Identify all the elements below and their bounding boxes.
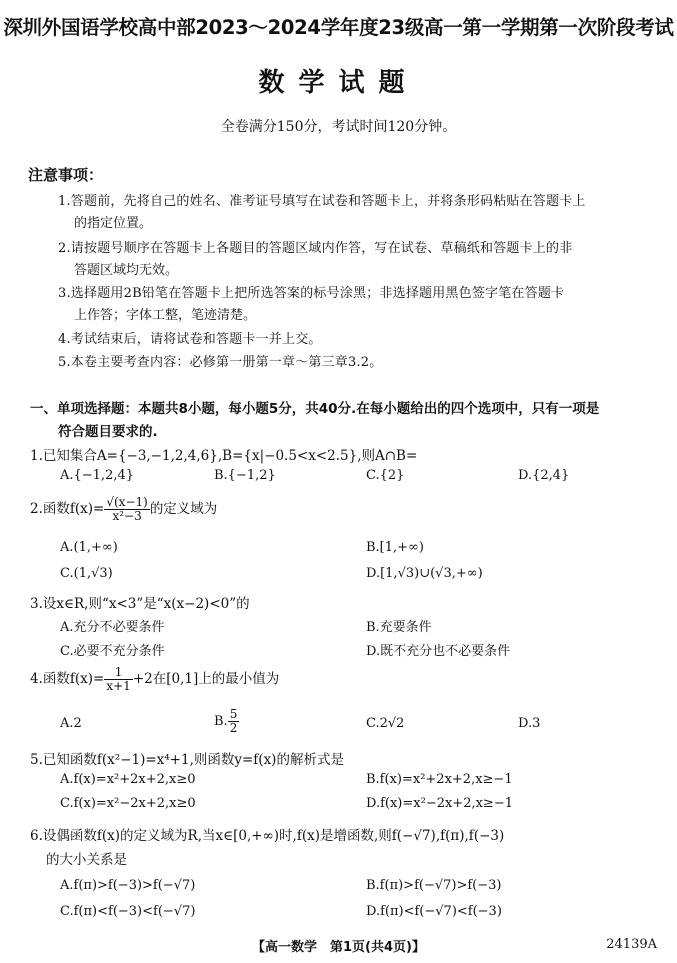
q2-numerator: √(x−1) <box>106 495 148 509</box>
question-1-stem: 1.已知集合A={−3,−1,2,4,6},B={x|−0.5<x<2.5},则A∩B= <box>30 448 418 464</box>
q1-option-c: C.{2} <box>366 468 405 483</box>
note-line: 1.答题前，先将自己的姓名、准考证号填写在试卷和答题卡上，并将条形码粘贴在答题卡上 <box>58 194 586 209</box>
q4-fraction <box>104 666 132 693</box>
q4-stem-pre: 4.函数f(x)= <box>30 671 105 688</box>
q6-option-b: B.f(π)>f(−√7)>f(−3) <box>366 878 502 893</box>
q3-option-b: B.充要条件 <box>366 620 432 635</box>
q4-optb-numerator: 5 <box>229 707 238 721</box>
q4-option-a: A.2 <box>60 716 82 731</box>
q1-option-b: B.{−1,2} <box>214 468 276 483</box>
q4-option-b-fraction <box>228 708 240 735</box>
exam-code: 24139A <box>606 937 657 952</box>
section-heading: 一、单项选择题：本题共8小题，每小题5分，共40分.在每小题给出的四个选项中，只有一项是 <box>30 401 600 417</box>
exam-subtitle: 全卷满分150分，考试时间120分钟。 <box>220 119 457 135</box>
q2-option-b: B.[1,+∞) <box>366 540 424 555</box>
q5-option-d: D.f(x)=x²−2x+2,x≥−1 <box>366 796 513 811</box>
q3-option-a: A.充分不必要条件 <box>60 620 165 635</box>
question-2-stem <box>30 496 217 523</box>
notes-heading: 注意事项： <box>28 166 104 184</box>
q4-option-c: C.2√2 <box>366 716 405 731</box>
note-line: 2.请按题号顺序在答题卡上各题目的答题区域内作答，写在试卷、草稿纸和答题卡上的非 <box>58 241 573 256</box>
note-line: 3.选择题用2B铅笔在答题卡上把所选答案的标号涂黑；非选择题用黑色签字笔在答题卡 <box>58 286 565 301</box>
section-heading-cont: 符合题目要求的. <box>58 424 158 440</box>
note-line: 的指定位置。 <box>74 216 153 231</box>
q5-option-b: B.f(x)=x²+2x+2,x≥−1 <box>366 772 513 787</box>
note-line: 答题区域均无效。 <box>74 263 179 278</box>
q4-option-b-label: B. <box>214 714 228 730</box>
exam-header: 深圳外国语学校高中部2023～2024学年度23级高一第一学期第一次阶段考试 <box>3 16 674 39</box>
q4-stem-post: +2在[0,1]上的最小值为 <box>132 671 280 688</box>
q6-option-d: D.f(π)<f(−√7)<f(−3) <box>366 904 502 919</box>
page-footer: 【高一数学 第1页(共4页)】 <box>252 940 425 955</box>
q4-option-d: D.3 <box>518 716 541 731</box>
q2-option-a: A.(1,+∞) <box>60 540 118 555</box>
q6-option-c: C.f(π)<f(−3)<f(−√7) <box>60 904 196 919</box>
q4-optb-denominator: 2 <box>229 721 238 736</box>
q2-option-c: C.(1,√3) <box>60 566 113 581</box>
q2-fraction <box>104 496 149 523</box>
q2-stem-pre: 2.函数f(x)= <box>30 501 105 518</box>
q6-option-a: A.f(π)>f(−3)>f(−√7) <box>60 878 196 893</box>
page-title: 数学试题 <box>258 68 419 98</box>
note-line: 4.考试结束后，请将试卷和答题卡一并上交。 <box>58 332 322 347</box>
q5-option-c: C.f(x)=x²−2x+2,x≥0 <box>60 796 196 811</box>
question-3-stem: 3.设x∈R,则“x<3”是“x(x−2)<0”的 <box>30 596 250 612</box>
q2-denominator: x²−3 <box>112 509 142 524</box>
q2-option-d: D.[1,√3)∪(√3,+∞) <box>366 566 483 581</box>
note-line: 上作答；字体工整，笔迹清楚。 <box>74 308 257 323</box>
q3-option-d: D.既不充分也不必要条件 <box>366 644 511 659</box>
q4-option-b <box>214 708 239 735</box>
q2-stem-post: 的定义域为 <box>149 501 218 518</box>
question-6-stem: 6.设偶函数f(x)的定义域为R,当x∈[0,+∞)时,f(x)是增函数,则f(−√7),f(π),f(−3) <box>30 828 505 844</box>
question-4-stem <box>30 666 279 693</box>
question-6-stem-cont: 的大小关系是 <box>46 852 127 868</box>
note-line: 5.本卷主要考查内容：必修第一册第一章～第三章3.2。 <box>58 355 383 370</box>
q3-option-c: C.必要不充分条件 <box>60 644 165 659</box>
q4-denominator: x+1 <box>106 679 131 694</box>
q4-numerator: 1 <box>104 666 132 680</box>
q1-option-a: A.{−1,2,4} <box>60 468 135 483</box>
q1-option-d: D.{2,4} <box>518 468 570 483</box>
q5-option-a: A.f(x)=x²+2x+2,x≥0 <box>60 772 196 787</box>
question-5-stem: 5.已知函数f(x²−1)=x⁴+1,则函数y=f(x)的解析式是 <box>30 752 344 768</box>
